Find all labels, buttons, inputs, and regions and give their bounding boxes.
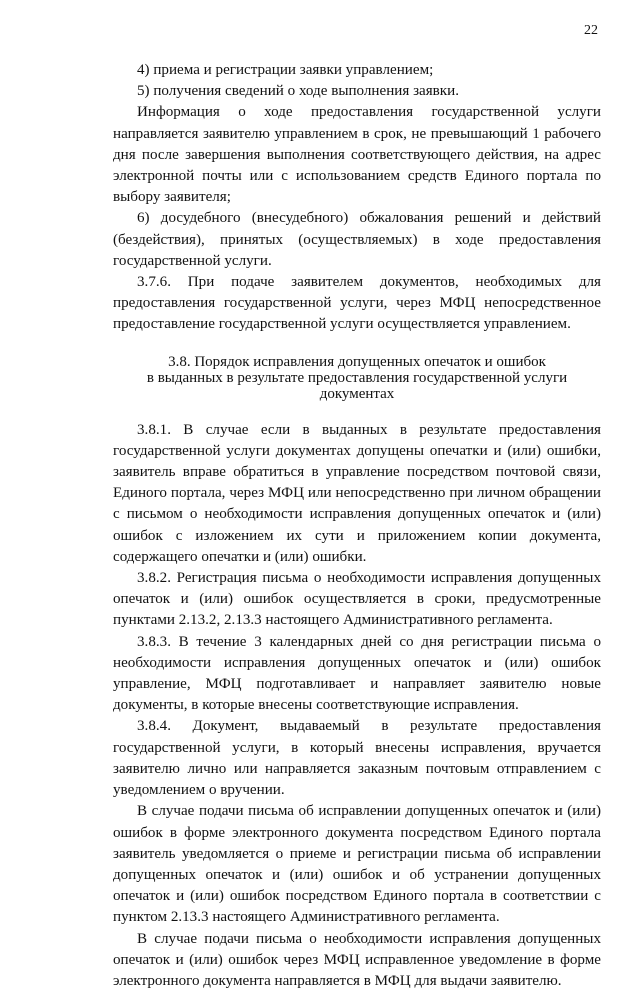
paragraph: Информация о ходе предоставления государственной услуги направляется заявителю управлением в срок, не превышающий 1 рабочего дня после завершения выполнения соответствующего действия, на адрес электронной почты или с использованием средств Единого портала по выбору заявителя;: [113, 104, 601, 206]
section-heading-line: 3.8. Порядок исправления допущенных опечаток и ошибок: [168, 353, 546, 370]
document-body: [113, 60, 601, 992]
paragraph: 3.8.4. Документ, выдаваемый в результате предоставления государственной услуги, в который внесены исправления, вручается заявителю лично или направляется заказным почтовым отправлением с уведомлением о вручении.: [113, 718, 601, 799]
paragraph: 3.8.1. В случае если в выданных в результате предоставления государственной услуги документах допущены опечатки и (или) ошибки, заявитель вправе обратиться в управление посредством почтовой связи, Единого портала, через МФЦ или непосредственно при личном обращении с письмом о необходимости исправления допущенных опечаток и (или) ошибок с изложением их сути и приложением копии документа, содержащего опечатки и (или) ошибки.: [113, 421, 601, 565]
section-heading-line: документах: [319, 385, 395, 402]
section-heading-line: в выданных в результате предоставления государственной услуги: [146, 369, 568, 386]
paragraph: 3.8.2. Регистрация письма о необходимости исправления допущенных опечаток и (или) ошибок осуществляется в сроки, предусмотренные пунктами 2.13.2, 2.13.3 настоящего Административного регламента.: [113, 570, 601, 629]
paragraph: 3.8.3. В течение 3 календарных дней со дня регистрации письма о необходимости исправления допущенных опечаток и (или) ошибок управление, МФЦ подготавливает и направляет заявителю новые документы, в которые внесены соответствующие исправления.: [113, 633, 601, 714]
page-number: 22: [584, 23, 598, 38]
paragraph: 5) получения сведений о ходе выполнения заявки.: [137, 83, 459, 100]
paragraph: 4) приема и регистрации заявки управлением;: [137, 62, 434, 78]
paragraph: В случае подачи письма об исправлении допущенных опечаток и (или) ошибок в форме электронного документа посредством Единого портала заявитель уведомляется о приеме и регистрации письма об исправлении допущенных опечаток и (или) ошибок и об устранении допущенных опечаток и (или) ошибок посредством Единого портала в соответствии с пунктом 2.13.3 настоящего Административного регламента.: [113, 803, 601, 926]
section-heading: [131, 354, 583, 402]
paragraph: 3.7.6. При подаче заявителем документов, необходимых для предоставления государственной услуги, через МФЦ непосредственное предоставление государственной услуги осуществляется управлением.: [113, 274, 601, 333]
paragraph: 6) досудебного (внесудебного) обжалования решений и действий (бездействия), принятых (осуществляемых) в ходе предоставления государственной услуги.: [113, 210, 601, 269]
paragraph: В случае подачи письма о необходимости исправления допущенных опечаток и (или) ошибок через МФЦ исправленное уведомление в форме электронного документа направляется в МФЦ для выдачи заявителю.: [113, 930, 601, 989]
